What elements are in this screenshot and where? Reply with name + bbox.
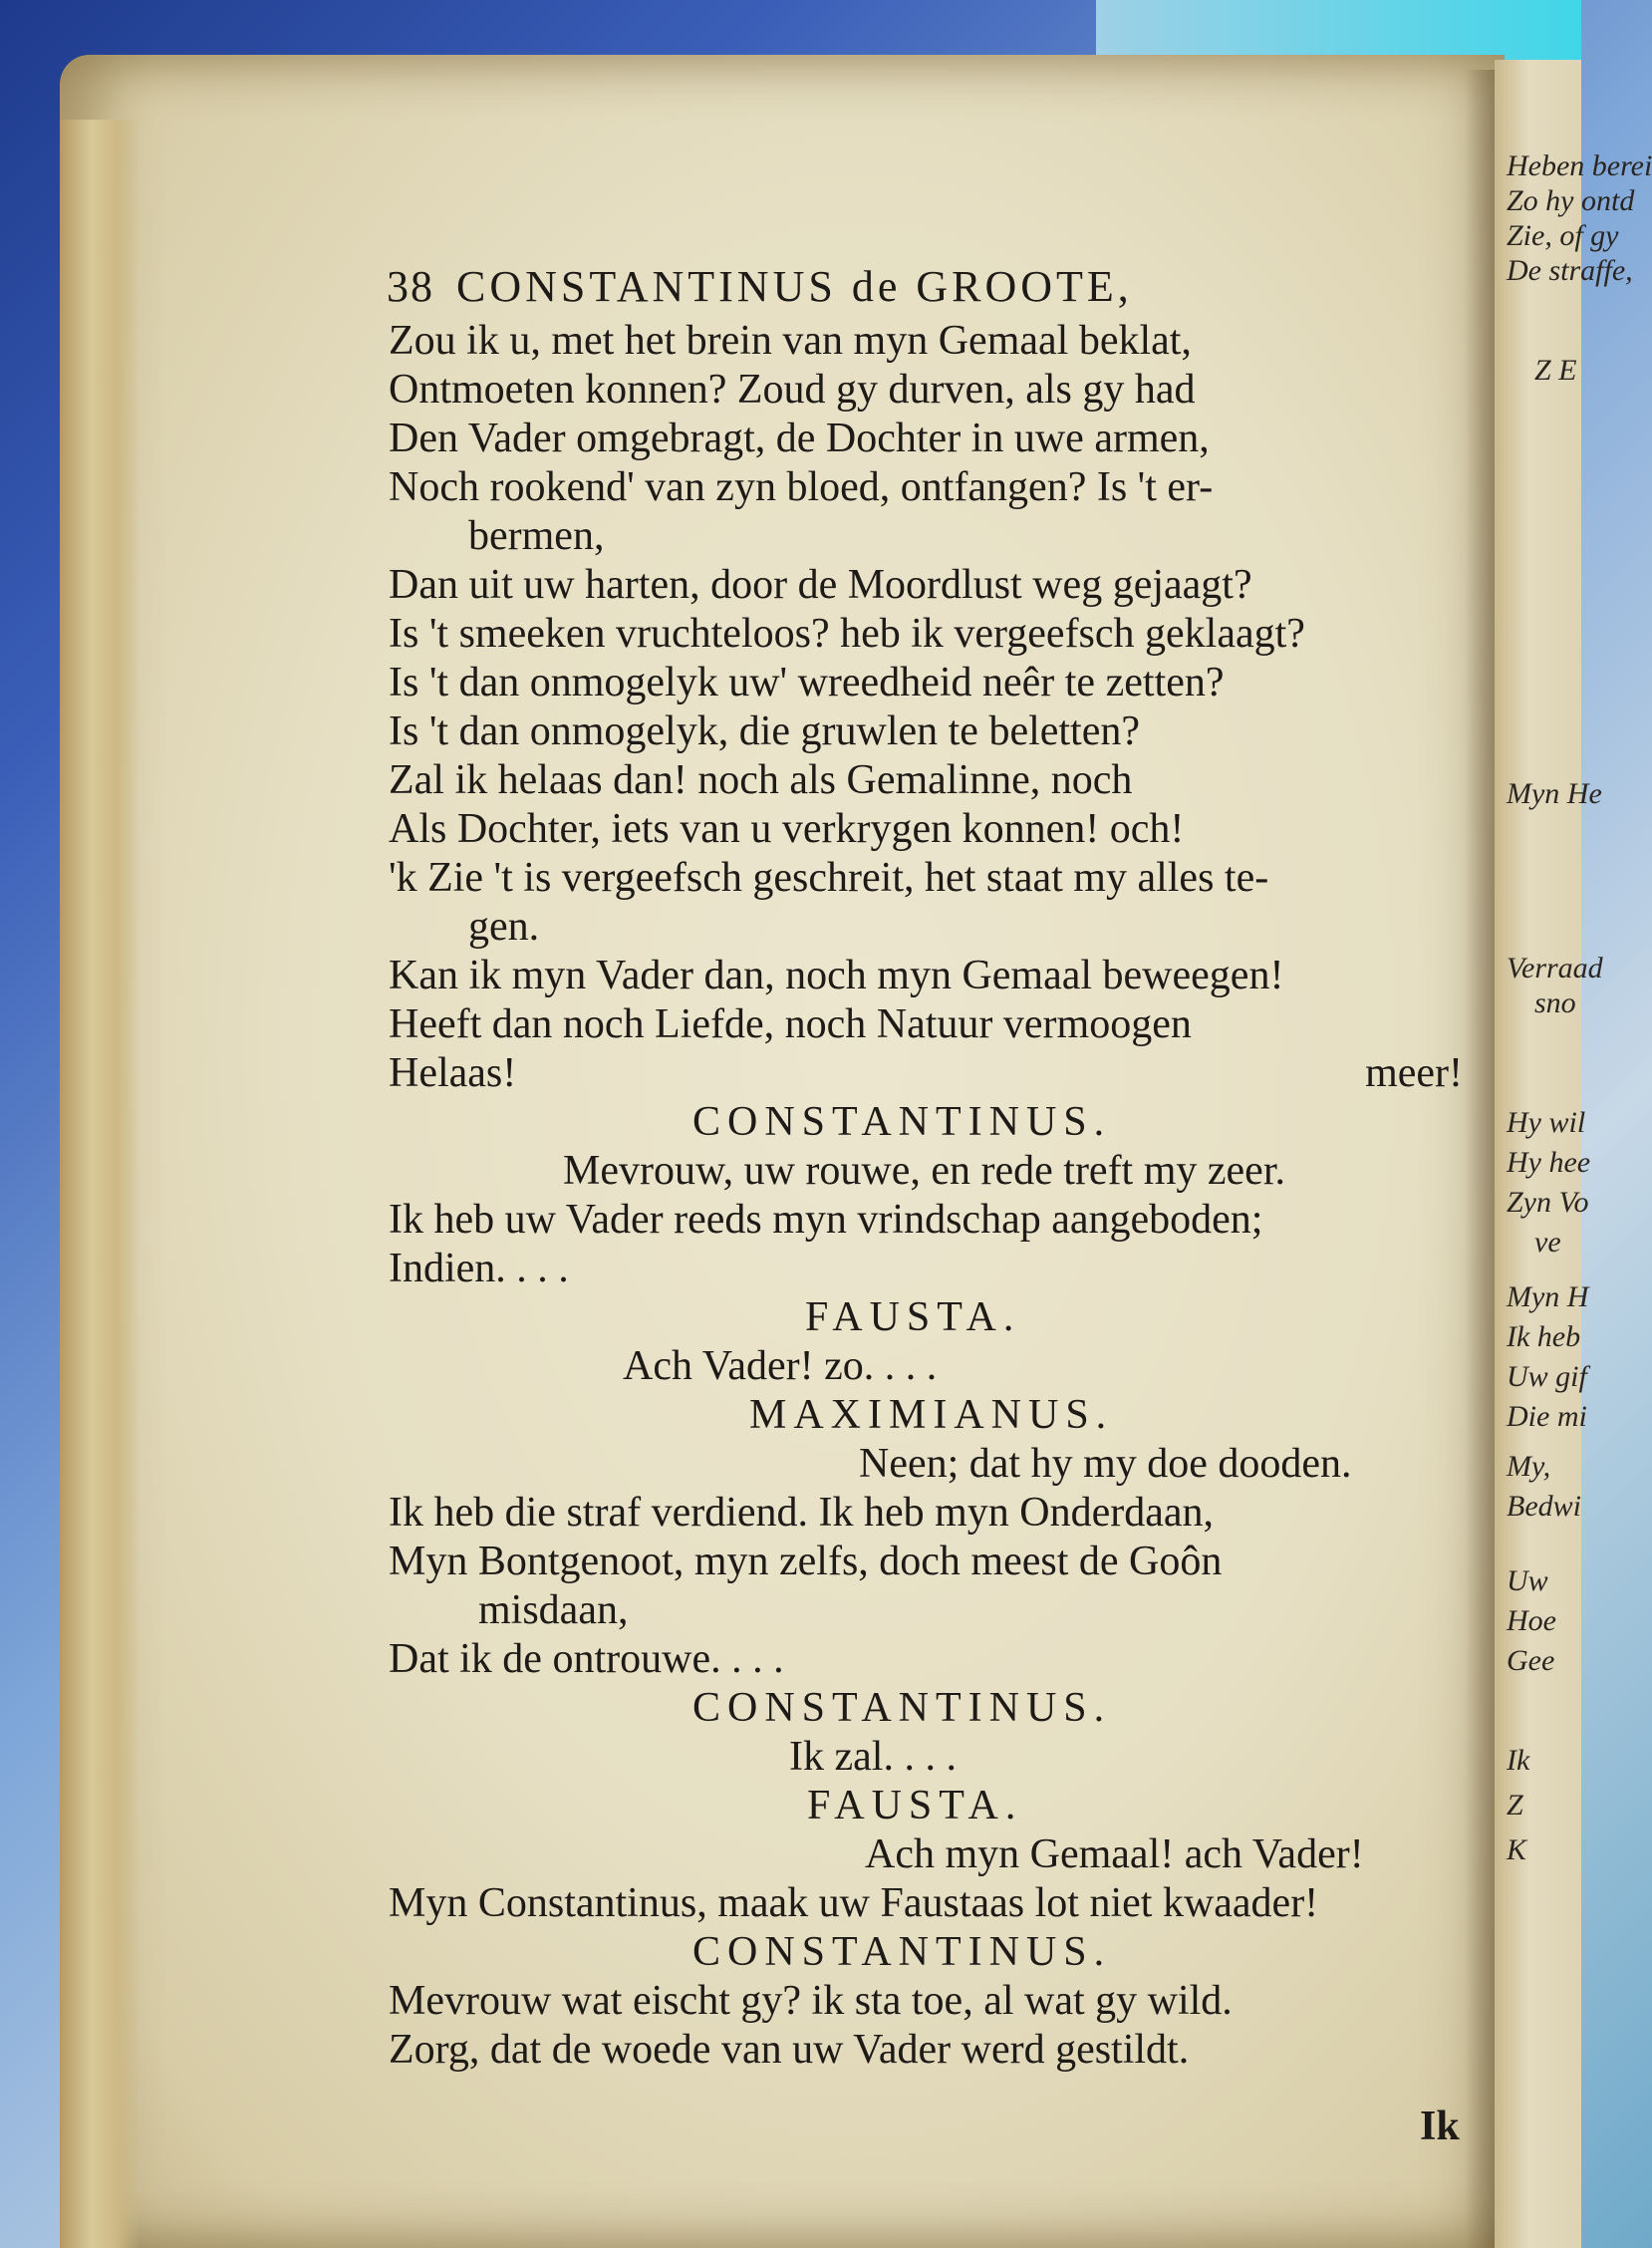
verse-line: Zou ik u, met het brein van myn Gemaal beklat, <box>389 318 1192 364</box>
verse-line-continuation: bermen, <box>468 513 605 559</box>
right-page-text: Hy wil <box>1507 1106 1586 1139</box>
right-page-text: Uw <box>1507 1564 1548 1597</box>
verse-line: 'k Zie 't is vergeefsch geschreit, het staat my alles te- <box>389 855 1269 901</box>
right-page-text: K <box>1507 1833 1527 1866</box>
speaker-name: FAUSTA. <box>807 1783 1023 1828</box>
verse-line-start: Helaas! <box>389 1050 517 1096</box>
right-page-text: De straffe, <box>1507 254 1633 287</box>
right-page-text: Verraad <box>1507 952 1603 984</box>
verse-line: Ach Vader! zo. . . . <box>623 1343 938 1389</box>
verse-line: Zorg, dat de woede van uw Vader werd gestildt. <box>389 2027 1190 2073</box>
verse-line: Is 't dan onmogelyk uw' wreedheid neêr te zetten? <box>389 660 1225 705</box>
right-page-text: Uw gif <box>1507 1360 1587 1393</box>
verse-line: Heeft dan noch Liefde, noch Natuur vermoogen <box>389 1001 1192 1047</box>
verse-line <box>389 1049 1463 1098</box>
verse-line: Mevrouw, uw rouwe, en rede treft my zeer. <box>563 1148 1285 1194</box>
verse-line-continuation: gen. <box>468 904 540 950</box>
verse-line: Myn Bontgenoot, myn zelfs, doch meest de Goôn <box>389 1539 1223 1584</box>
right-page-text: Die mi <box>1507 1400 1587 1433</box>
verse-line: Neen; dat hy my doe dooden. <box>859 1441 1352 1487</box>
right-page-text: sno <box>1534 986 1576 1019</box>
verse-line: Ach myn Gemaal! ach Vader! <box>865 1831 1364 1877</box>
verse-line: Dat ik de ontrouwe. . . . <box>389 1636 784 1682</box>
verse-line: Is 't dan onmogelyk, die gruwlen te beletten? <box>389 708 1141 754</box>
speaker-name: CONSTANTINUS. <box>692 1929 1112 1975</box>
running-header <box>387 261 1443 312</box>
verse-line: Den Vader omgebragt, de Dochter in uwe armen, <box>389 416 1210 461</box>
running-title: CONSTANTINUS de GROOTE, <box>456 262 1133 311</box>
page-edge <box>60 120 139 2248</box>
right-page-text: Hoe <box>1507 1604 1556 1637</box>
verse-line: Dan uit uw harten, door de Moordlust weg gejaagt? <box>389 562 1252 608</box>
right-page-text: Ik heb <box>1507 1320 1581 1353</box>
right-page-text: Heben berei <box>1507 149 1652 182</box>
verse-line: Mevrouw wat eischt gy? ik sta toe, al wat gy wild. <box>389 1978 1233 2024</box>
verse-line: Noch rookend' van zyn bloed, ontfangen? Is 't er- <box>389 464 1214 510</box>
right-page-text: ve <box>1534 1226 1561 1259</box>
speaker-name: FAUSTA. <box>805 1294 1021 1340</box>
verse-line: Myn Constantinus, maak uw Faustaas lot niet kwaader! <box>389 1880 1319 1926</box>
verse-line: Kan ik myn Vader dan, noch myn Gemaal beweegen! <box>389 953 1284 998</box>
right-page-text: Myn He <box>1507 777 1602 810</box>
verse-line: Ik zal. . . . <box>789 1734 957 1780</box>
speaker-name: MAXIMIANUS. <box>749 1392 1114 1438</box>
verse-line: Is 't smeeken vruchteloos? heb ik vergeefsch geklaagt? <box>389 611 1305 657</box>
right-page-text: Zie, of gy <box>1507 219 1619 252</box>
right-page-text: Z E <box>1534 354 1577 387</box>
verse-line-continuation: misdaan, <box>478 1587 629 1633</box>
verse-line: Zal ik helaas dan! noch als Gemalinne, noch <box>389 757 1133 803</box>
verse-line-end: meer! <box>1365 1050 1463 1096</box>
right-page <box>1495 60 1652 2248</box>
verse-line: Ik heb die straf verdiend. Ik heb myn Onderdaan, <box>389 1490 1215 1536</box>
right-page-text: Hy hee <box>1507 1146 1591 1179</box>
verse-line: Ik heb uw Vader reeds myn vrindschap aangeboden; <box>389 1197 1263 1243</box>
right-page-text: Bedwi <box>1507 1490 1581 1523</box>
right-page-text: My, <box>1507 1450 1551 1483</box>
verse-line: Indien. . . . <box>389 1246 569 1291</box>
catchword: Ik <box>1420 2104 1460 2149</box>
verse-line: Ontmoeten konnen? Zoud gy durven, als gy had <box>389 367 1196 413</box>
speaker-name: CONSTANTINUS. <box>692 1685 1112 1731</box>
right-page-text: Ik <box>1507 1744 1530 1777</box>
right-page-text: Zyn Vo <box>1507 1186 1589 1219</box>
right-page-text: Myn H <box>1507 1280 1589 1313</box>
right-page-text: Gee <box>1507 1644 1555 1677</box>
verse-line: Als Dochter, iets van u verkrygen konnen! och! <box>389 806 1185 852</box>
page-number: 38 <box>387 262 434 311</box>
right-page-text: Z <box>1507 1789 1523 1822</box>
right-page-text: Zo hy ontd <box>1507 184 1635 217</box>
speaker-name: CONSTANTINUS. <box>692 1099 1112 1145</box>
